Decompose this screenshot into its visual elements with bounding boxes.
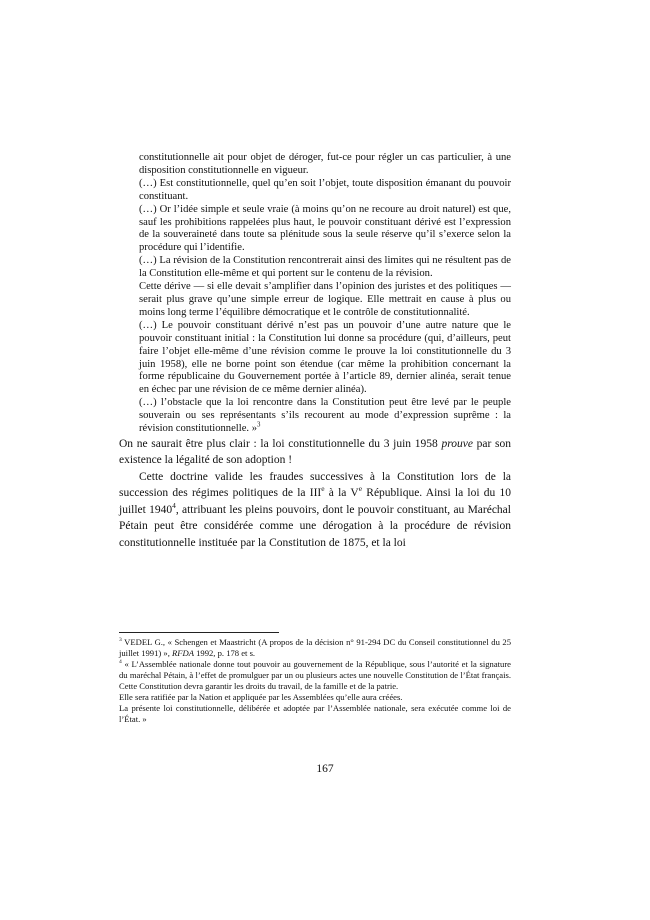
block-quote (119, 152, 511, 436)
quote-paragraph-3: (…) Or l’idée simple et seule vraie (à moins qu’on ne recoure au droit naturel) est que, sauf les prohibitions rappelées plus haut, le pouvoir constituant dérivé est l’expression de la souveraineté dans toute sa plénitude sous la seule réserve qu’il s’exerce selon la procédure qui l’identifie. (139, 203, 511, 254)
page-number: 167 (316, 763, 334, 775)
footnote-ref-4[interactable]: 4 (172, 501, 176, 511)
quote-paragraph-1: constitutionnelle ait pour objet de déroger, fut-ce pour régler un cas particulier, à une disposition constitutionnelle en vigueur. (139, 152, 511, 176)
body-paragraph-1: On ne saurait être plus clair : la loi constitutionnelle du 3 juin 1958 prouve par son existence la légalité de son adoption ! (119, 437, 511, 467)
quote-paragraph-6: (…) Le pouvoir constituant dérivé n’est pas un pouvoir d’une autre nature que le pouvoir constituant initial : la Constitution lui donne sa procédure (qui, d’ailleurs, peut faire l’objet elle-même d’une révision comme le prouve la loi constitutionnelle du 3 juin 1958), elle ne borne point son étendue (car même la prohibition concernant la forme républicaine du Gouvernement portée à l’article 89, dernier alinéa, serait tenue en échec par une révision de ce même dernier alinéa). (139, 319, 511, 396)
quote-paragraph-7 (139, 397, 511, 436)
footnote-4-final: La présente loi constitutionnelle, délibérée et adoptée par l’Assemblée nationale, sera exécutée comme loi de l’État. » (119, 703, 511, 724)
body-paragraph-2: Cette doctrine valide les fraudes successives à la Constitution lors de la succession des régimes politiques de la IIIe à la Ve République. Ainsi la loi du 10 juillet 1940$^4$, attribuant les pleins pouvoirs, dont le pouvoir constituant, au Maréchal Pétain peut être considérée comme une dérogation à la procédure de révision constitutionnelle instituée par la Constitution de 1875, et la loi (119, 470, 511, 549)
footnote-4-continued: Elle sera ratifiée par la Nation et appliquée par les Assemblées qu’elle aura créées. (119, 692, 403, 702)
footnote-ref-3[interactable]: 3 (257, 421, 261, 429)
quote-paragraph-4: (…) La révision de la Constitution rencontrerait ainsi des limites qui ne résultent pas de la Constitution elle-même et qui portent sur le contenu de la révision. (139, 255, 511, 280)
quote-paragraph-5: Cette dérive — si elle devait s’amplifier dans l’opinion des juristes et des politiques — serait plus grave qu’une simple erreur de logique. Elle mettrait en cause à plus ou moins long terme l’équilibre démocratique et le contrôle de constitutionnalité. (139, 281, 511, 318)
emphasis-prouve: prouve (441, 437, 473, 450)
page-content (119, 152, 511, 551)
quote-paragraph-2: (…) Est constitutionnelle, quel qu’en soit l’objet, toute disposition émanant du pouvoir constituant. (139, 177, 511, 202)
body-text (119, 436, 511, 552)
footnote-4: $^4$ « L’Assemblée nationale donne tout pouvoir au gouvernement de la République, sous l’autorité et la signature du maréchal Pétain, à l’effet de promulguer par un ou plusieurs actes une nouvelle Constitution de l’État français. Cette Constitution devra garantir les droits du travail, de la famille et de la patrie. (119, 659, 511, 691)
footnote-3: $^3$ VEDEL G., « Schengen et Maastricht (A propos de la décision n° 91-294 DC du Conseil constitutionnel du 25 juillet 1991) », RFDA 1992, p. 178 et s. (119, 637, 511, 658)
footnote-separator (119, 632, 279, 633)
quote-last-text: (…) l’obstacle que la loi rencontre dans la Constitution peut être levé par le peuple souverain ou ses représentants s’ils recourent au mode d’expression suprême : la révision constitutionnelle. » (139, 397, 511, 435)
footnotes (119, 637, 511, 725)
